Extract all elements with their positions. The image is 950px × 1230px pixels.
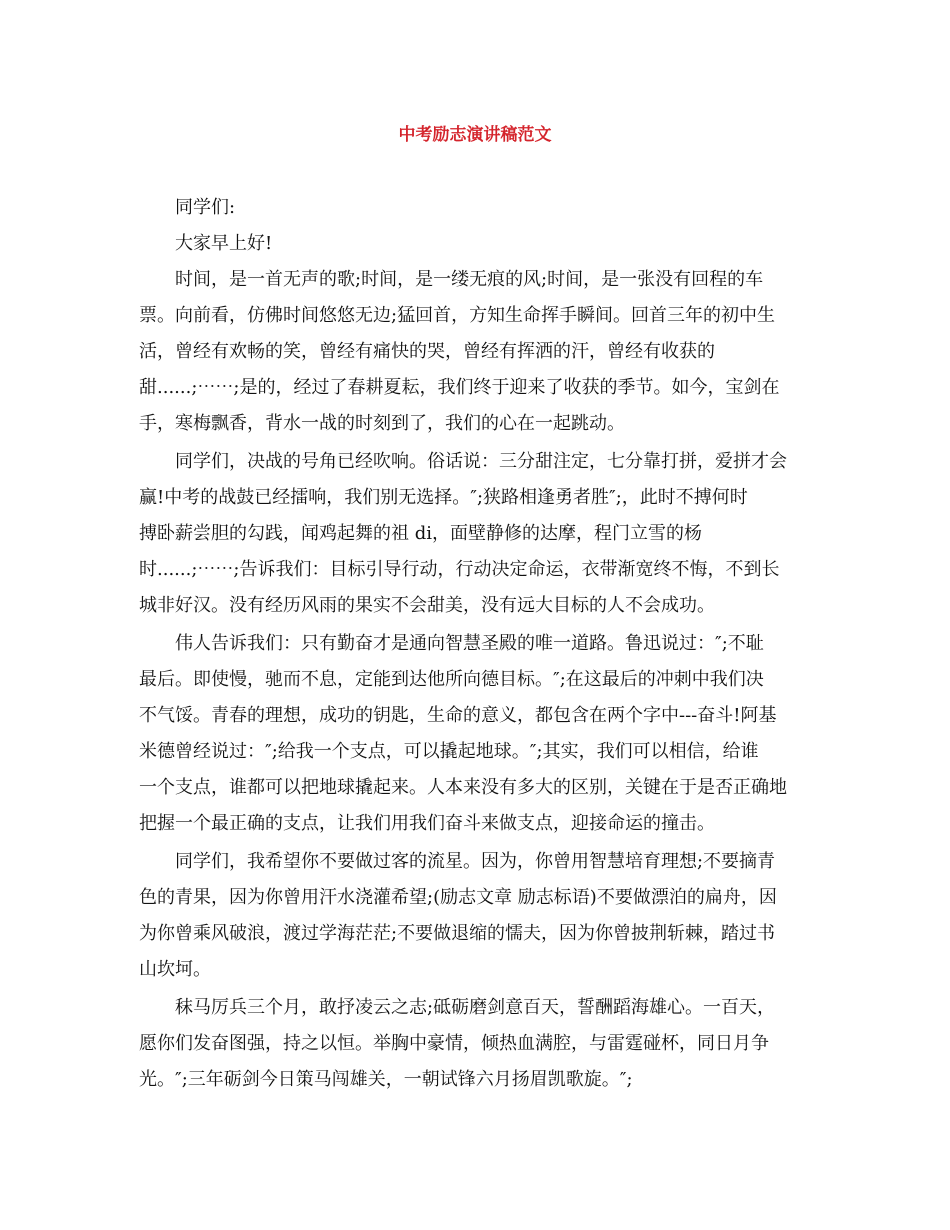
- text-line: 伟人告诉我们：只有勤奋才是通向智慧圣殿的唯一道路。鲁迅说过：″;不耻: [175, 633, 764, 654]
- text-line: 不气馁。青春的理想，成功的钥匙，生命的意义，都包含在两个字中---奋斗!阿基: [139, 705, 777, 726]
- text-line: 手，寒梅飘香，背水一战的时刻到了，我们的心在一起跳动。: [139, 413, 625, 434]
- text-line: 同学们:: [175, 197, 236, 218]
- text-line: 最后。即使慢，驰而不息，定能到达他所向德目标。″;在这最后的冲刺中我们决: [139, 669, 764, 690]
- text-line: 同学们，我希望你不要做过客的流星。因为，你曾用智慧培育理想;不要摘青: [175, 851, 776, 872]
- text-line: 把握一个最正确的支点，让我们用我们奋斗来做支点，迎接命运的撞击。: [139, 813, 715, 834]
- text-line: 搏卧薪尝胆的勾践，闻鸡起舞的祖 di，面壁静修的达摩，程门立雪的杨: [139, 523, 702, 544]
- text-line: 愿你们发奋图强，持之以恒。举胸中豪情，倾热血满腔，与雷霆碰杯，同日月争: [139, 1033, 769, 1054]
- text-line: 秣马厉兵三个月，敢抒凌云之志;砥砺磨剑意百天，誓酬蹈海雄心。一百天，: [175, 997, 776, 1018]
- text-line: 一个支点，谁都可以把地球撬起来。人本来没有多大的区别，关键在于是否正确地: [139, 777, 787, 798]
- text-line: 甜......;⋯⋯;是的，经过了春耕夏耘，我们终于迎来了收获的季节。如今，宝剑在: [139, 377, 780, 398]
- text-line: 为你曾乘风破浪，渡过学海茫茫;不要做退缩的懦夫，因为你曾披荆斩棘，踏过书: [139, 923, 776, 944]
- text-line: 赢!中考的战鼓已经擂响，我们别无选择。″;狭路相逢勇者胜″;，此时不搏何时: [139, 487, 748, 508]
- text-line: 山坎坷。: [139, 959, 211, 980]
- text-line: 同学们，决战的号角已经吹响。俗话说：三分甜注定，七分靠打拼，爱拼才会: [175, 451, 787, 472]
- text-line: 票。向前看，仿佛时间悠悠无边;猛回首，方知生命挥手瞬间。回首三年的初中生: [139, 305, 776, 326]
- document-title: 中考励志演讲稿范文: [398, 125, 552, 145]
- text-line: 活，曾经有欢畅的笑，曾经有痛快的哭，曾经有挥洒的汗，曾经有收获的: [139, 341, 715, 362]
- text-line: 时间，是一首无声的歌;时间，是一缕无痕的风;时间，是一张没有回程的车: [175, 269, 764, 290]
- text-line: 米德曾经说过：″;给我一个支点，可以撬起地球。″;其实，我们可以相信，给谁: [139, 741, 759, 762]
- text-line: 时......;⋯⋯;告诉我们：目标引导行动，行动决定命运，衣带渐宽终不悔，不到长: [139, 559, 780, 580]
- text-line: 城非好汉。没有经历风雨的果实不会甜美，没有远大目标的人不会成功。: [139, 595, 715, 616]
- text-line: 大家早上好!: [175, 233, 273, 254]
- text-line: 光。″;三年砺剑今日策马闯雄关，一朝试锋六月扬眉凯歌旋。″;: [139, 1069, 633, 1090]
- text-line: 色的青果，因为你曾用汗水浇灌希望;(励志文章 励志标语)不要做漂泊的扁舟，因: [139, 887, 777, 908]
